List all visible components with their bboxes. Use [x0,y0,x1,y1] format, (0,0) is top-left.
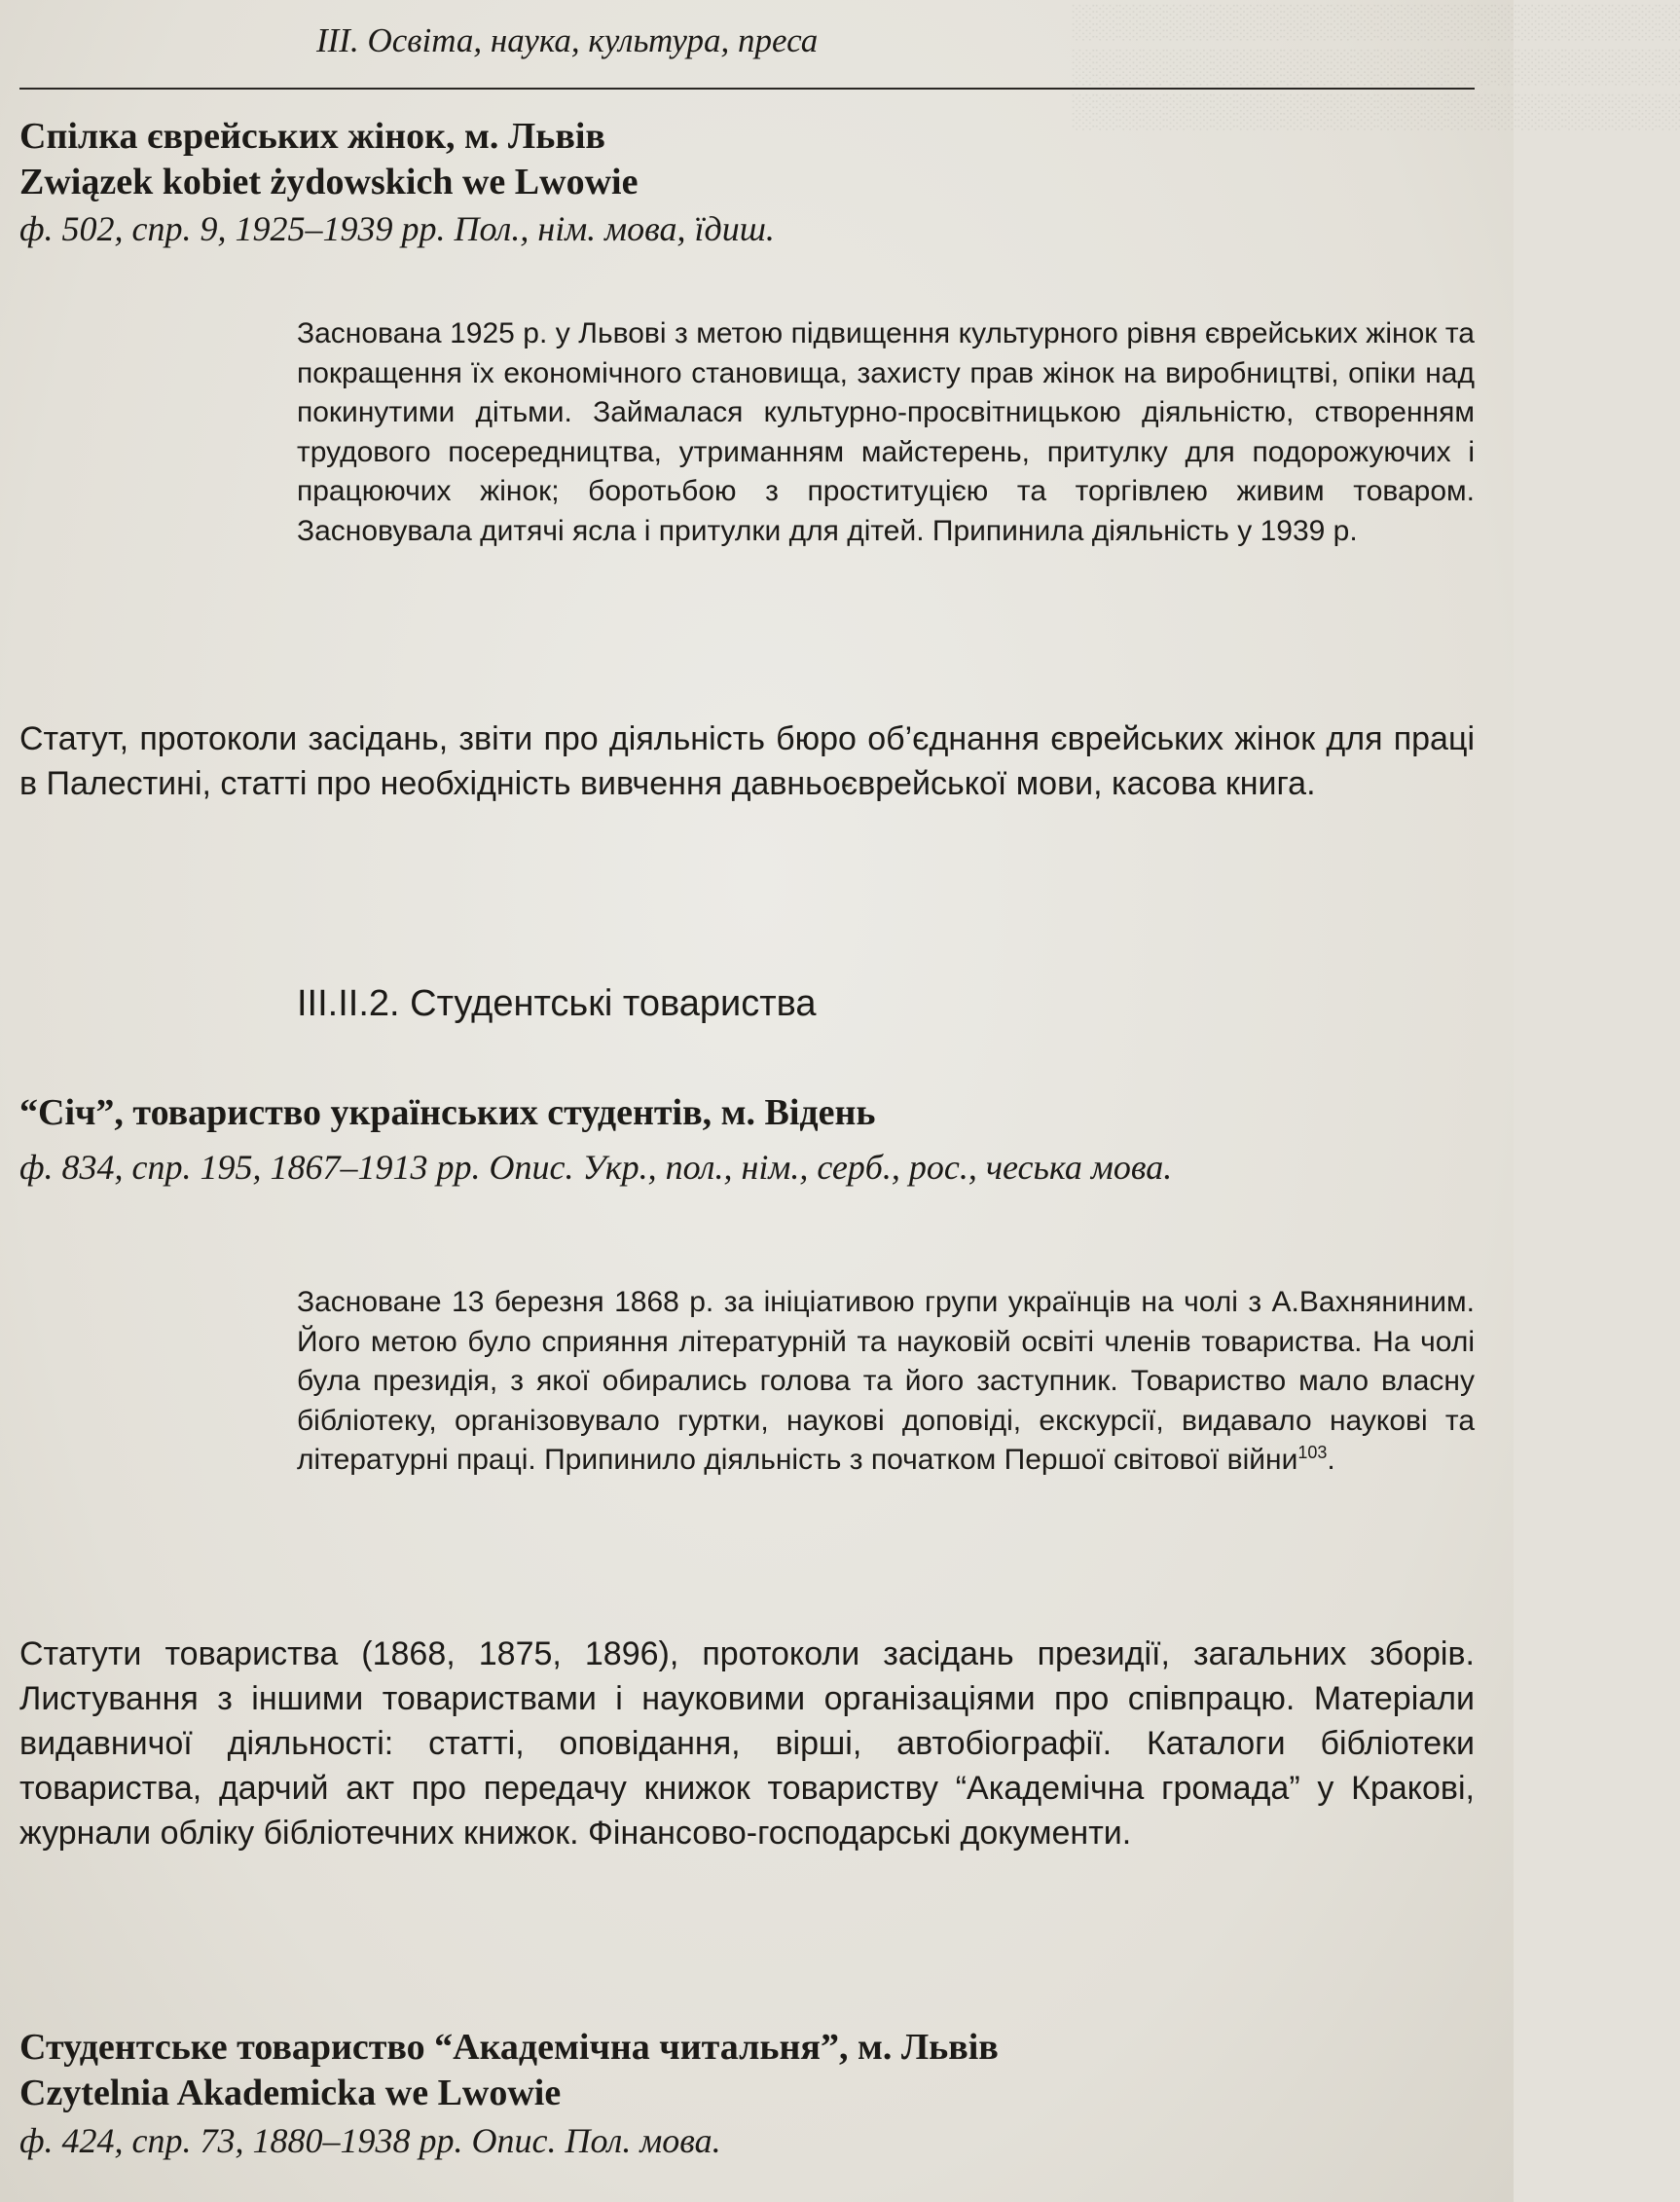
header-rule [19,88,1475,90]
entry-title-pl: Czytelnia Akademicka we Lwowie [19,2073,562,2113]
footnote-marker: 103 [1297,1443,1328,1462]
running-header: III. Освіта, наука, культура, преса [316,21,819,59]
entry-title-uk: Спілка єврейських жінок, м. Львів [19,116,605,157]
entry-description: Засноване 13 березня 1868 р. за ініціативою групи українців на чолі з А.Вахняниним. Його метою було сприяння літературній та науковій освіті членів товариства. На чолі була президія, з якої обирались голова та його заступник. Товариство мало власну бібліотеку, організовувало гуртки, наукові доповіді, екскурсії, видавало наукові та літературні праці. Припинило діяльність з початком Першої світової війни$^{103}$. [297,1286,1475,1476]
entry-title-pl: Związek kobiet żydowskich we Lwowie [19,162,639,202]
entry-description: Заснована 1925 р. у Львові з метою підвищення культурного рівня єврейських жінок та покращення їх економічного становища, захисту прав жінок на виробництві, опіки над покинутими дітьми. Займалася культурно-просвітницькою діяльністю, створенням трудового посередництва, утриманням майстерень, притулку для подорожуючих і працюючих жінок; боротьбою з проституцією та торгівлею живим товаром. Засновувала дитячі ясла і притулки для дітей. Припинила діяльність у 1939 р. [297,317,1475,547]
entry-archive-meta: ф. 502, спр. 9, 1925–1939 рр. Пол., нім. мова, їдиш. [19,209,775,248]
section-heading: ІІІ.ІІ.2. Студентські товариства [297,983,817,1024]
entry-title-uk: Студентське товариство “Академічна читальня”, м. Львів [19,2027,999,2068]
entry-title-uk: “Січ”, товариство українських студентів, м. Відень [19,1092,876,1133]
description-text: Засноване 13 березня 1868 р. за ініціативою групи українців на чолі з А.Вахняниним. Його метою було сприяння літературній та науковій освіті членів товариства. На чолі була президія, з якої обирались голова та його заступник. Товариство мало власну бібліотеку, організовувало гуртки, наукові доповіді, екскурсії, видавало наукові та літературні праці. Припинило діяльність з початком Першої світової війни [297,1286,1475,1476]
entry-contents: Статути товариства (1868, 1875, 1896), протоколи засідань президії, загальних зборів. Листування з іншими товариствами і науковими організаціями про співпрацю. Матеріали видавничої діяльності: статті, оповідання, вірші, автобіографії. Каталоги бібліотеки товариства, дарчий акт про передачу книжок товариству “Академічна громада” у Кракові, журнали обліку бібліотечних книжок. Фінансово-господарські документи. [19,1635,1475,1852]
entry-contents: Статут, протоколи засідань, звіти про діяльність бюро об’єднання єврейських жінок для праці в Палестині, статті про необхідність вивчення давньоєврейської мови, касова книга. [19,720,1475,802]
entry-archive-meta: ф. 424, спр. 73, 1880–1938 рр. Опис. Пол. мова. [19,2121,721,2160]
entry-archive-meta: ф. 834, спр. 195, 1867–1913 рр. Опис. Укр., пол., нім., серб., рос., чеська мова. [19,1148,1173,1187]
bleed-through-texture: ░░░░░░░░░░░░░░░░░░░░░░░░░░ ░░░░░░░░░░░░░░░░░░░░░░░░░░ ░░░░░░░░░░░░░░░░░░░░░░░░░░ [1071,4,1680,129]
